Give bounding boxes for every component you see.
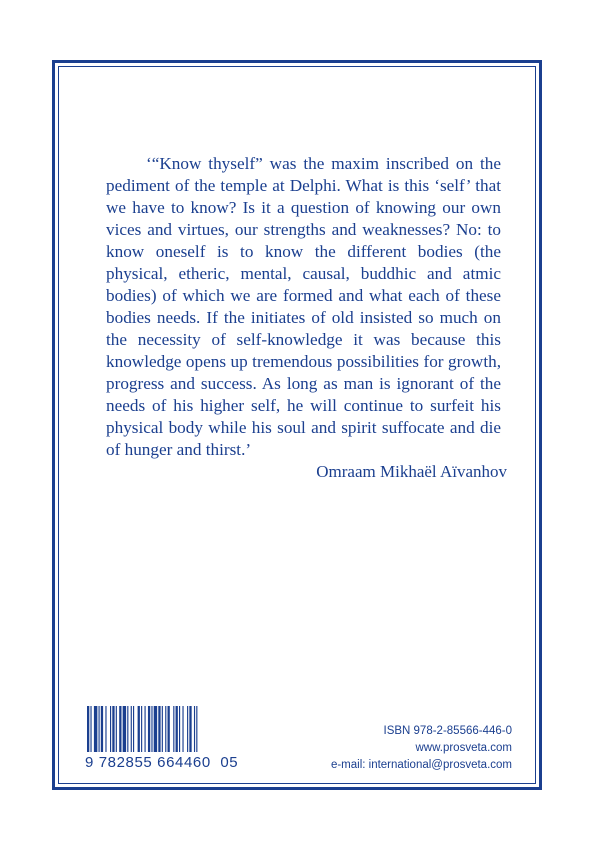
barcode-bar (158, 706, 160, 752)
barcode-bar (110, 706, 111, 752)
barcode-bar (168, 706, 170, 752)
barcode-bar (165, 706, 166, 752)
barcode-bar (194, 706, 195, 752)
barcode-bar (196, 706, 197, 752)
barcode-bar (119, 706, 121, 752)
barcode-bar (105, 706, 106, 752)
barcode-bar (133, 706, 134, 752)
barcode-bar (145, 706, 146, 752)
barcode-bar (116, 706, 117, 752)
barcode-bar (94, 706, 97, 752)
isbn-text: ISBN 978-2-85566-446-0 (383, 725, 512, 737)
barcode-bar (162, 706, 163, 752)
email-text: e-mail: international@prosveta.com (330, 759, 512, 771)
barcode-bar (189, 706, 191, 752)
barcode-bar (187, 706, 188, 752)
website-text: www.prosveta.com (415, 742, 512, 754)
barcode-bar (154, 706, 157, 752)
back-cover-quote: ‘“Know thyself” was the maxim inscribed on the pediment of the temple at Delphi. What is this ‘self’ that we have to know? Is it a question of knowing our own vices and virtues, our strengths and weaknesses? No: to know oneself is to know the different bodies (the physical, etheric, mental, causal, buddhic and atmic bodies) of which we are formed and what each of these bodies needs. If the initiates of old insisted so much on the necessity of self-knowledge it was because this knowledge opens up tremendous possibilities for growth, progress and success. As long as man is ignorant of the needs of his higher self, he will continue to surfeit his physical body while his soul and spirit suffocate and die of hunger and thirst.’ (106, 154, 501, 459)
barcode-digits: 9 782855 664460 05 (85, 754, 239, 771)
barcode-bar (148, 706, 150, 752)
barcode-bar (127, 706, 128, 752)
barcode-bar (87, 706, 89, 752)
barcode (85, 706, 255, 774)
barcode-bar (131, 706, 132, 752)
barcode-bar (141, 706, 142, 752)
barcode-bar (179, 706, 180, 752)
author-name: Omraam Mikhaël Aïvanhov (316, 462, 507, 481)
barcode-bar (151, 706, 152, 752)
barcode-bar (182, 706, 183, 752)
barcode-bar (90, 706, 91, 752)
barcode-bar (138, 706, 140, 752)
barcode-bars (85, 706, 255, 756)
barcode-bar (173, 706, 174, 752)
barcode-bar (101, 706, 103, 752)
barcode-bar (176, 706, 178, 752)
barcode-bar (112, 706, 114, 752)
publisher-info (331, 723, 512, 774)
barcode-bar (123, 706, 126, 752)
barcode-bar (99, 706, 100, 752)
